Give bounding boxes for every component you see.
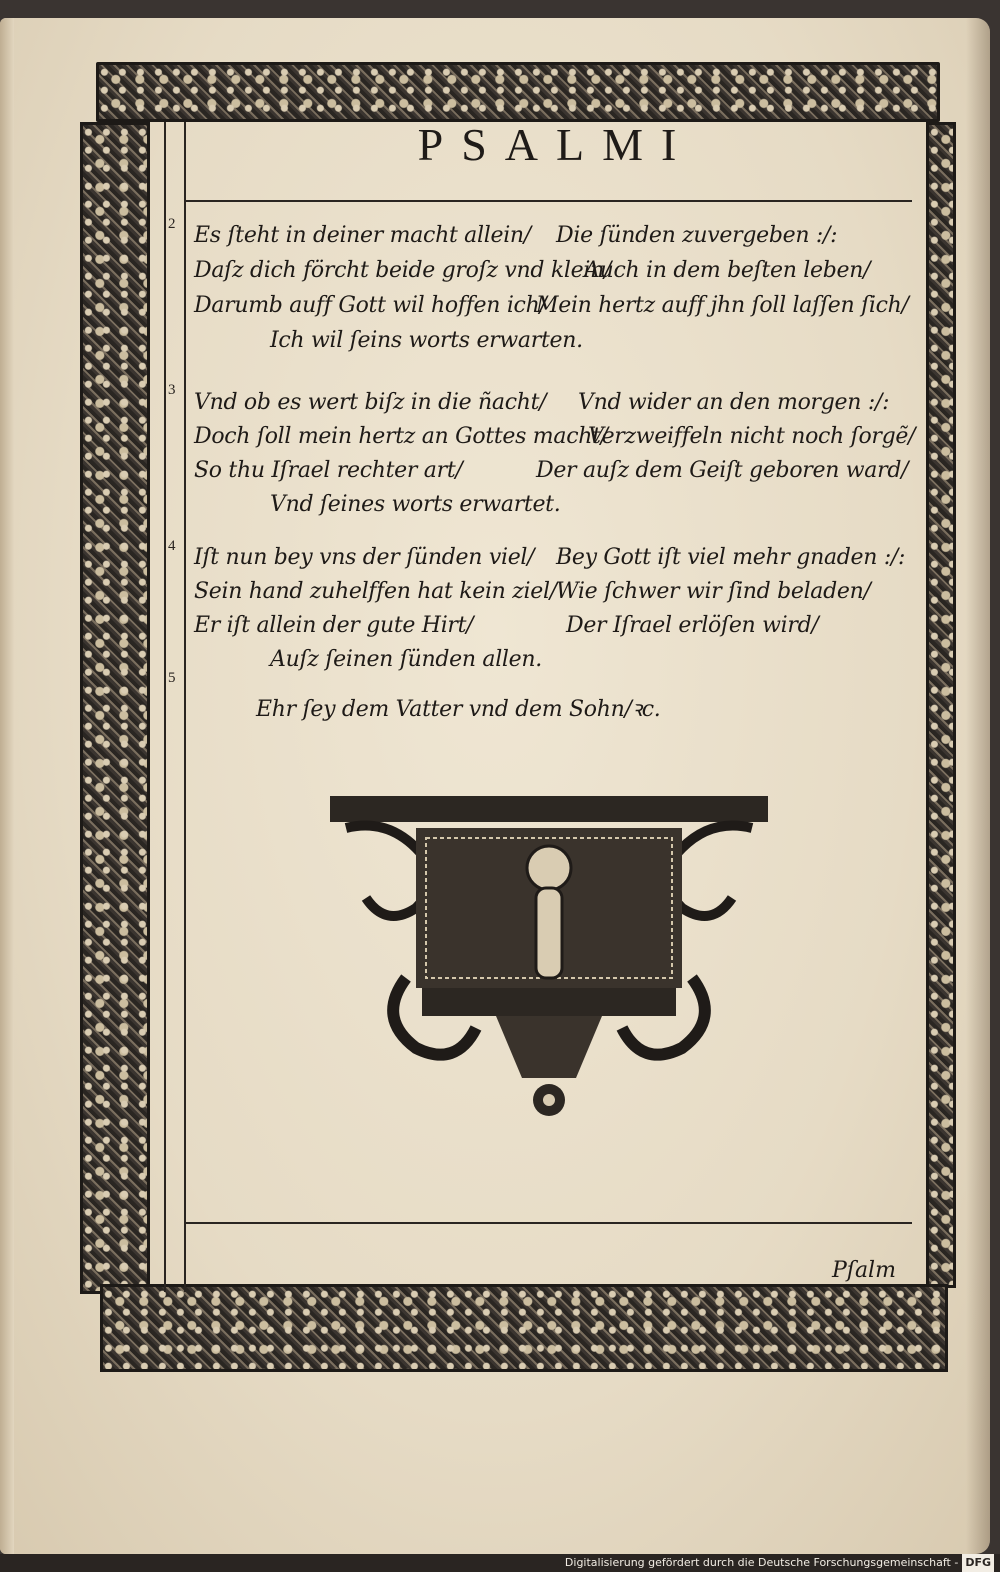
book-page [0,18,990,1554]
verse-line: Auch in dem beſten leben/ [584,258,871,283]
verse-line: Er iſt allein der gute Hirt/ [194,613,474,638]
verse-line: Der Iſrael erlöſen wird/ [566,613,819,638]
page-fold-shadow [966,18,990,1554]
verse-line: Vnd wider an den morgen :/: [578,390,890,415]
frame-rule-left-outer [164,122,166,1292]
verse-number: 5 [168,670,176,686]
ornament-border-left [80,122,150,1294]
digitization-footer [0,1554,1000,1572]
verse-line: Verzweiffeln nicht noch ſorgẽ/ [588,424,916,449]
ornament-border-right [926,122,956,1288]
verse-line: Auſz ſeinen ſünden allen. [270,647,542,672]
verse-number: 4 [168,538,176,554]
verse-line: Ehr ſey dem Vatter vnd dem Sohn/ꝛc. [256,697,661,722]
verse-line: Der auſz dem Geiſt geboren ward/ [536,458,909,483]
page-edge [0,18,14,1554]
frame-rule-bottom [184,1222,912,1224]
verse-line: Bey Gott iſt viel mehr gnaden :/: [556,545,906,570]
verse-line: Vnd ſeines worts erwartet. [270,492,561,517]
verse-number: 2 [168,216,176,232]
ornament-border-bottom [100,1284,948,1372]
verse-line: Die ſünden zuvergeben :/: [556,223,838,248]
frame-rule-left-inner [184,122,186,1292]
ornament-border-top [96,62,940,122]
frame-rule-top [184,200,912,202]
verse-line: Wie ſchwer wir ſind beladen/ [556,579,871,604]
verse-line: Iſt nun bey vns der ſünden viel/ [194,545,535,570]
dfg-logo: DFG [962,1554,994,1572]
verse-line: Sein hand zuhelffen hat kein ziel/ [194,579,557,604]
verse-number: 3 [168,382,176,398]
verse-line: Doch ſoll mein hertz an Gottes macht/ [194,424,608,449]
catchword: Pſalm [832,1258,896,1283]
verse-line: So thu Iſrael rechter art/ [194,458,463,483]
woodcut-ornament [326,788,772,1128]
verse-line: Mein hertz auff jhn ſoll laſſen ſich/ [536,293,909,318]
verse-line: Vnd ob es wert biſz in die ñacht/ [194,390,547,415]
page-heading: PSALMI [417,119,695,170]
footer-text: Digitalisierung gefördert durch die Deutsche Forschungsgemeinschaft - [564,1556,959,1569]
verse-line: Daſz dich förcht beide groſz vnd klein/ [194,258,612,283]
verse-line: Darumb auff Gott wil hoffen ich/ [194,293,547,318]
verse-line: Es ſteht in deiner macht allein/ [194,223,531,248]
verse-line: Ich wil ſeins worts erwarten. [270,328,583,353]
